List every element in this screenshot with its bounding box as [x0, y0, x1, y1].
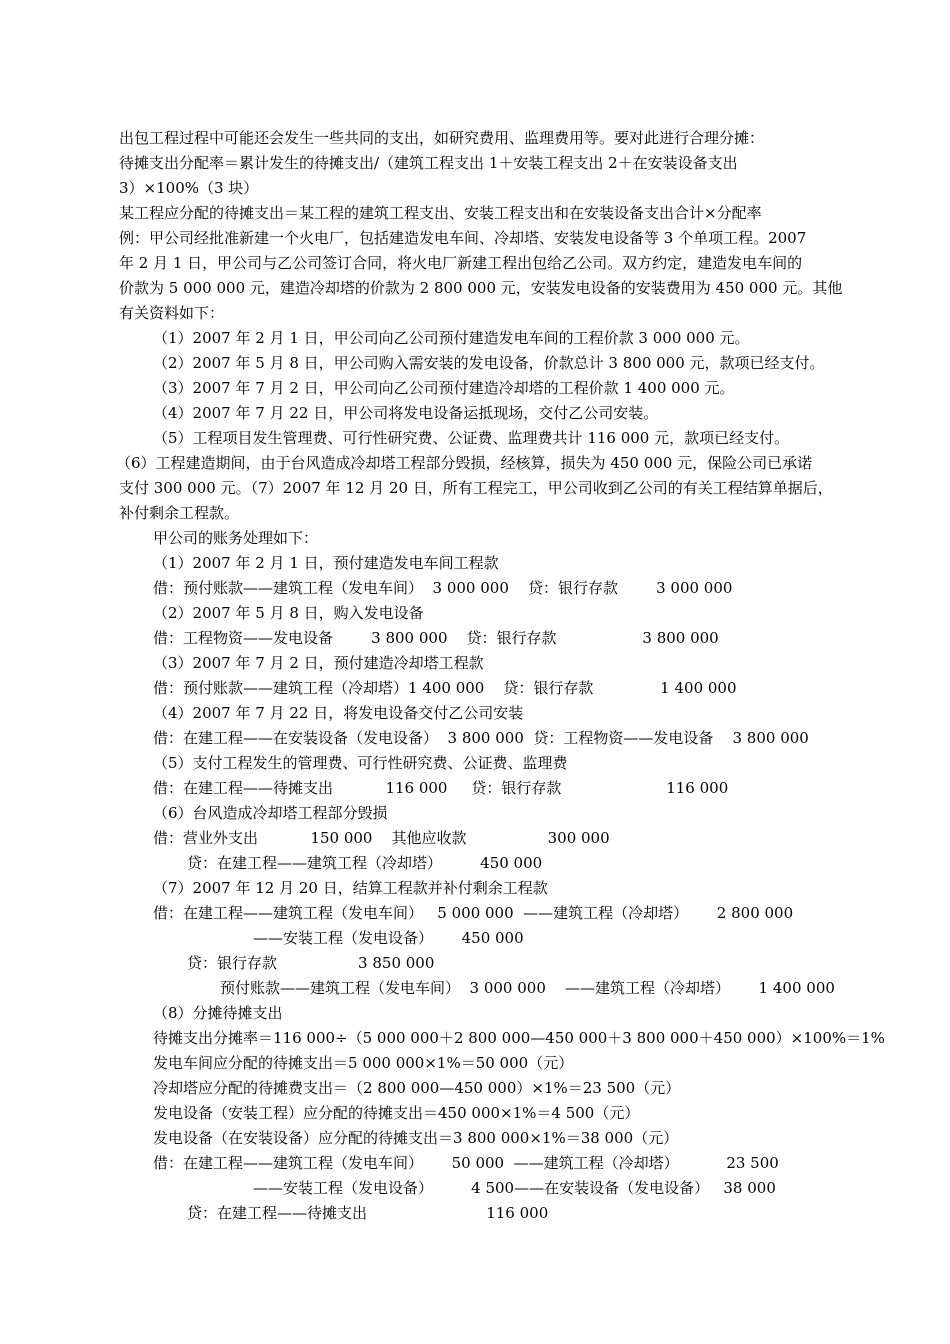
text-line: 预付账款——建筑工程（发电车间） 3 000 000 ——建筑工程（冷却塔） 1 400 000	[220, 979, 835, 997]
text-line: 发电设备（安装工程）应分配的待摊支出＝450 000×1%＝4 500（元）	[153, 1104, 640, 1122]
text-line: 出包工程过程中可能还会发生一些共同的支出，如研究费用、监理费用等。要对此进行合理分摊：	[119, 129, 765, 147]
text-line: 3）×100%（3 块）	[119, 179, 259, 197]
text-line: ——安装工程（发电设备） 450 000	[253, 929, 524, 947]
text-line: （5）支付工程发生的管理费、可行性研究费、公证费、监理费	[153, 754, 568, 772]
text-line: 借：预付账款——建筑工程（冷却塔）1 400 000 贷：银行存款 1 400 000	[153, 679, 737, 697]
text-line: 借：预付账款——建筑工程（发电车间） 3 000 000 贷：银行存款 3 000 000	[153, 579, 733, 597]
text-line: （7）2007 年 12 月 20 日，结算工程款并补付剩余工程款	[153, 879, 548, 897]
text-line: （1）2007 年 2 月 1 日，预付建造发电车间工程款	[153, 554, 499, 572]
text-line: 借：工程物资——发电设备 3 800 000 贷：银行存款 3 800 000	[153, 629, 719, 647]
text-line: （8）分摊待摊支出	[153, 1004, 283, 1022]
text-line: （2）2007 年 5 月 8 日，购入发电设备	[153, 604, 424, 622]
text-line: 例：甲公司经批准新建一个火电厂，包括建造发电车间、冷却塔、安装发电设备等 3 个单项工程。2007	[119, 229, 807, 247]
text-line: 待摊支出分配率＝累计发生的待摊支出/（建筑工程支出 1＋安装工程支出 2＋在安装设备支出	[119, 154, 738, 172]
text-line: 借：在建工程——待摊支出 116 000 贷：银行存款 116 000	[153, 779, 729, 797]
text-line: （2）2007 年 5 月 8 日，甲公司购入需安装的发电设备，价款总计 3 800 000 元，款项已经支付。	[153, 354, 825, 372]
text-line: 冷却塔应分配的待摊费支出＝（2 800 000—450 000）×1%＝23 500（元）	[153, 1079, 681, 1097]
text-line: ——安装工程（发电设备） 4 500——在安装设备（发电设备） 38 000	[253, 1179, 776, 1197]
text-line: 某工程应分配的待摊支出＝某工程的建筑工程支出、安装工程支出和在安装设备支出合计×分配率	[119, 204, 762, 222]
text-line: （6）工程建造期间，由于台风造成冷却塔工程部分毁损，经核算，损失为 450 000 元，保险公司已承诺	[116, 454, 813, 472]
text-line: 贷：在建工程——建筑工程（冷却塔） 450 000	[187, 854, 543, 872]
text-line: 补付剩余工程款。	[119, 504, 240, 522]
text-line: 发电车间应分配的待摊支出＝5 000 000×1%＝50 000（元）	[153, 1054, 574, 1072]
text-line: 支付 300 000 元。（7）2007 年 12 月 20 日，所有工程完工，甲公司收到乙公司的有关工程结算单据后，	[119, 479, 833, 497]
text-line: 甲公司的账务处理如下：	[153, 529, 319, 547]
text-line: 借：在建工程——建筑工程（发电车间） 50 000 ——建筑工程（冷却塔） 23 500	[153, 1154, 779, 1172]
text-line: 贷：银行存款 3 850 000	[187, 954, 435, 972]
text-line: 借：在建工程——建筑工程（发电车间） 5 000 000 ——建筑工程（冷却塔） 2 800 000	[153, 904, 794, 922]
text-line: 借：营业外支出 150 000 其他应收款 300 000	[153, 829, 610, 847]
text-line: （1）2007 年 2 月 1 日，甲公司向乙公司预付建造发电车间的工程价款 3 000 000 元。	[153, 329, 750, 347]
text-line: （3）2007 年 7 月 2 日，甲公司向乙公司预付建造冷却塔的工程价款 1 400 000 元。	[153, 379, 735, 397]
text-line: （4）2007 年 7 月 22 日，甲公司将发电设备运抵现场，交付乙公司安装。	[153, 404, 659, 422]
text-line: （6）台风造成冷却塔工程部分毁损	[153, 804, 388, 822]
text-line: 年 2 月 1 日，甲公司与乙公司签订合同，将火电厂新建工程出包给乙公司。双方约定，建造发电车间的	[119, 254, 803, 272]
text-line: 借：在建工程——在安装设备（发电设备） 3 800 000 贷：工程物资——发电设备 3 800 000	[153, 729, 809, 747]
text-line: （4）2007 年 7 月 22 日，将发电设备交付乙公司安装	[153, 704, 524, 722]
text-line: 价款为 5 000 000 元，建造冷却塔的价款为 2 800 000 元，安装发电设备的安装费用为 450 000 元。其他	[119, 279, 843, 297]
text-line: 有关资料如下：	[119, 304, 225, 322]
text-line: （5）工程项目发生管理费、可行性研究费、公证费、监理费共计 116 000 元，款项已经支付。	[153, 429, 790, 447]
text-line: （3）2007 年 7 月 2 日，预付建造冷却塔工程款	[153, 654, 484, 672]
text-line: 待摊支出分摊率＝116 000÷（5 000 000＋2 800 000—450 000＋3 800 000＋450 000）×100%＝1%	[153, 1029, 885, 1047]
text-line: 发电设备（在安装设备）应分配的待摊支出＝3 800 000×1%＝38 000（元）	[153, 1129, 679, 1147]
text-line: 贷：在建工程——待摊支出 116 000	[187, 1204, 549, 1222]
